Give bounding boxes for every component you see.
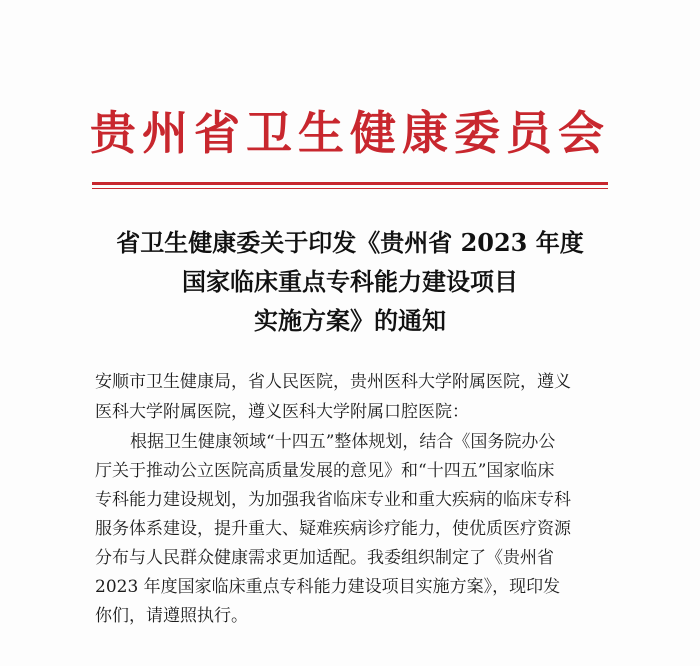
body-line-1: 根据卫生健康领域“十四五”整体规划，结合《国务院办公 (130, 432, 556, 452)
body-line-7: 你们，请遵照执行。 (95, 606, 248, 626)
body-line-5: 分布与人民群众健康需求更加适配。我委组织制定了《贵州省 (95, 548, 554, 568)
red-divider-thin (92, 188, 608, 189)
recipients-line-2: 医科大学附属医院，遵义医科大学附属口腔医院： (95, 402, 469, 422)
body-line-3: 专科能力建设规划，为加强我省临床专业和重大疾病的临床专科 (95, 490, 571, 510)
document-title-line-2: 国家临床重点专科能力建设项目 (182, 267, 518, 296)
document-title-line-1: 省卫生健康委关于印发《贵州省 2023 年度 (116, 228, 584, 257)
body-line-4: 服务体系建设，提升重大、疑难疾病诊疗能力，使优质医疗资源 (95, 519, 571, 539)
document-title-line-3: 实施方案》的通知 (254, 306, 446, 335)
body-line-6: 2023 年度国家临床重点专科能力建设项目实施方案》，现印发 (95, 577, 561, 597)
recipients-line-1: 安顺市卫生健康局，省人民医院，贵州医科大学附属医院，遵义 (95, 372, 571, 392)
red-divider-thick (92, 182, 608, 185)
body-line-2: 厅关于推动公立医院高质量发展的意见》和“十四五”国家临床 (95, 461, 555, 481)
issuing-authority-header: 贵州省卫生健康委员会 (90, 106, 610, 160)
